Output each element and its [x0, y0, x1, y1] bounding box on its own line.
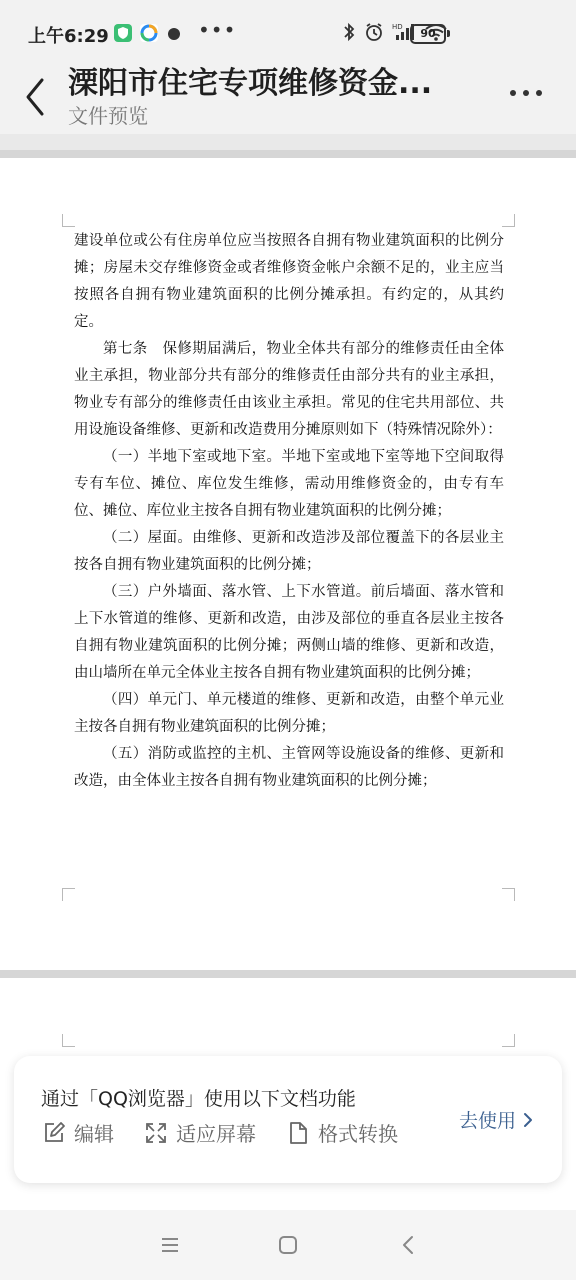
- go-use-label: 去使用: [458, 1110, 516, 1132]
- document-page: [0, 158, 576, 970]
- qq-browser-banner: [14, 1056, 562, 1183]
- fit-screen-icon: [144, 1121, 168, 1145]
- chevron-left-icon: [18, 74, 54, 118]
- status-time: 上午6:29: [28, 26, 109, 47]
- page-title: 溧阳市住宅专项维修资金...: [68, 66, 433, 101]
- browser-app-icon: [140, 24, 158, 42]
- shield-app-icon: [114, 24, 132, 42]
- status-bar: [0, 0, 576, 62]
- doc-paragraph: 第七条 保修期届满后，物业全体共有部分的维修责任由全体业主承担，物业部分共有部分的维修责任由部分共有的业主承担，物业专有部分的维修责任由该业主承担。常见的住宅共用部位、共用设施设备维修、更新和改造费用分摊原则如下（特殊情况除外）：: [74, 341, 504, 438]
- menu-icon: [157, 1232, 183, 1258]
- document-viewer[interactable]: [0, 134, 576, 1210]
- doc-paragraph: （二）屋面。由维修、更新和改造涉及部位覆盖下的各层业主按各自拥有物业建筑面积的比例分摊；: [74, 530, 504, 573]
- more-options-button[interactable]: [510, 84, 544, 100]
- bluetooth-icon: [342, 22, 356, 42]
- file-convert-icon: [286, 1121, 310, 1145]
- go-use-button[interactable]: [459, 1106, 534, 1133]
- system-back-button[interactable]: [396, 1232, 422, 1258]
- format-convert-label: 格式转换: [318, 1122, 398, 1146]
- doc-paragraph: （五）消防或监控的主机、主管网等设施设备的维修、更新和改造，由全体业主按各自拥有物业建筑面积的比例分摊；: [74, 746, 504, 789]
- status-more-icon: •••: [198, 18, 237, 42]
- svg-text:HD: HD: [392, 23, 403, 31]
- doc-paragraph: （三）户外墙面、落水管、上下水管道。前后墙面、落水管和上下水管道的维修、更新和改造，由涉及部位的垂直各层业主按各自拥有物业建筑面积的比例分摊；两侧山墙的维修、更新和改造，由山墙所在单元全体业主按各自拥有物业建筑面积的比例分摊；: [74, 584, 504, 681]
- crop-mark: [502, 1034, 515, 1047]
- recent-apps-button[interactable]: [157, 1232, 183, 1258]
- doc-paragraph: （四）单元门、单元楼道的维修、更新和改造，由整个单元业主按各自拥有物业建筑面积的比例分摊；: [74, 692, 504, 735]
- battery-indicator: 90: [410, 24, 446, 44]
- home-button[interactable]: [275, 1232, 301, 1258]
- edit-icon: [42, 1121, 66, 1145]
- battery-tip: [447, 30, 450, 37]
- format-convert-button[interactable]: [286, 1118, 398, 1147]
- crop-mark: [62, 888, 75, 901]
- doc-paragraph: （一）半地下室或地下室。半地下室或地下室等地下空间取得专有车位、摊位、库位发生维修，需动用维修资金的，由专有车位、摊位、库位业主按各自拥有物业建筑面积的比例分摊；: [74, 449, 504, 519]
- home-icon: [275, 1232, 301, 1258]
- crop-mark: [502, 888, 515, 901]
- crop-mark: [502, 214, 515, 227]
- alarm-icon: [364, 22, 384, 42]
- edit-button[interactable]: [42, 1118, 114, 1147]
- page-separator: [0, 970, 576, 978]
- fit-screen-label: 适应屏幕: [176, 1122, 256, 1146]
- chevron-right-icon: [522, 1111, 534, 1129]
- more-dot-icon: [536, 90, 542, 96]
- document-text: [74, 228, 504, 795]
- banner-title: 通过「QQ浏览器」使用以下文档功能: [41, 1088, 356, 1110]
- more-dot-icon: [523, 90, 529, 96]
- page-separator: [0, 150, 576, 158]
- app-header: [0, 62, 576, 134]
- crop-mark: [62, 214, 75, 227]
- crop-mark: [62, 1034, 75, 1047]
- notification-dot: [168, 28, 180, 40]
- system-nav-bar: [0, 1210, 576, 1280]
- more-dot-icon: [510, 90, 516, 96]
- doc-paragraph: 建设单位或公有住房单位应当按照各自拥有物业建筑面积的比例分摊；房屋未交存维修资金或者维修资金帐户余额不足的，业主应当按照各自拥有物业建筑面积的比例分摊承担。有约定的，从其约定。: [74, 233, 504, 330]
- fit-screen-button[interactable]: [144, 1118, 256, 1147]
- back-icon: [396, 1232, 422, 1258]
- page-subtitle: 文件预览: [68, 104, 148, 128]
- banner-actions: [42, 1118, 398, 1147]
- edit-label: 编辑: [74, 1122, 114, 1146]
- back-button[interactable]: [18, 74, 54, 118]
